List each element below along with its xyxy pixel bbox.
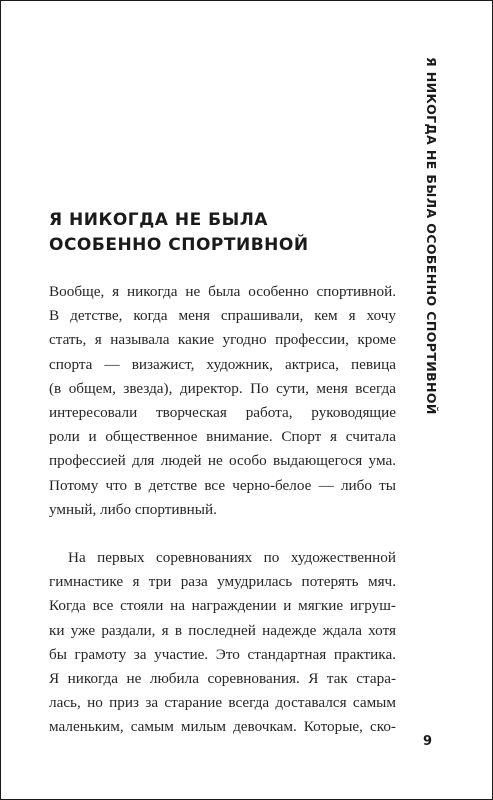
chapter-title-line-1: Я НИКОГДА НЕ БЫЛА: [49, 210, 268, 230]
text-line: Когда все стояли на награждении и мягкие игруш-: [49, 597, 396, 615]
page-number: 9: [423, 734, 433, 749]
text-line: На первых соревнованиях по художественной: [68, 549, 396, 566]
chapter-title-line-2: ОСОБЕННО СПОРТИВНОЙ: [49, 235, 309, 255]
text-line: Потому что в детстве все черно-белое — либо ты: [49, 476, 396, 494]
text-line: интересовали творческая работа, руководящие: [49, 403, 396, 421]
text-line: Я никогда не любила соревнования. Я так стара-: [49, 669, 396, 687]
paragraph-2: [49, 546, 396, 740]
text-line: ки уже раздали, я в последней надежде ждала хотя: [49, 621, 396, 639]
text-line: умный, либо спортивный.: [49, 500, 217, 518]
text-line: маленьким, самым милым девочкам. Которые, ско-: [49, 718, 396, 736]
running-head: Я НИКОГДА НЕ БЫЛА ОСОБЕННО СПОРТИВНОЙ: [424, 57, 439, 415]
text-line: (в общем, звезда), директор. По сути, меня всегда: [49, 379, 396, 397]
text-line: В детстве, когда меня спрашивали, кем я хочу: [49, 307, 396, 325]
text-line: стать, я называла какие угодно профессии, кроме: [49, 331, 396, 349]
paragraph-1: [49, 280, 396, 522]
text-line: профессией для людей не особо выдающегося ума.: [49, 452, 396, 470]
text-line: роли и общественное внимание. Спорт я считала: [49, 428, 396, 446]
text-line: Вообще, я никогда не была особенно спортивной.: [49, 283, 396, 300]
chapter-title: [49, 208, 309, 258]
text-line: бы грамоту за участие. Это стандартная практика.: [49, 645, 396, 663]
text-line: лась, но приз за старание всегда доставался самым: [49, 694, 396, 712]
text-line: спорта — визажист, художник, актриса, певица: [49, 355, 396, 373]
text-line: гимнастике я три раза умудрилась потерять мяч.: [49, 573, 396, 591]
